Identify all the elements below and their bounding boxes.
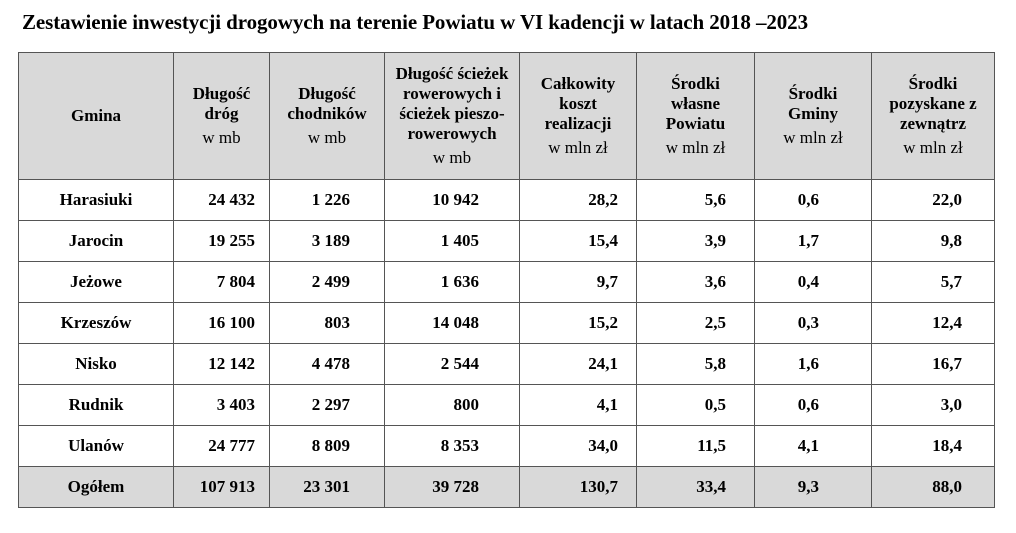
cell-value: 0,6: [755, 385, 872, 426]
cell-value: 15,2: [520, 303, 637, 344]
cell-value: 12 142: [174, 344, 270, 385]
cell-gmina: Ulanów: [19, 426, 174, 467]
cell-value: 9,8: [872, 221, 995, 262]
cell-value: 15,4: [520, 221, 637, 262]
table-row: [19, 221, 995, 262]
cell-value: 11,5: [637, 426, 755, 467]
cell-value: 1,7: [755, 221, 872, 262]
cell-value: 16,7: [872, 344, 995, 385]
cell-value: 2 544: [385, 344, 520, 385]
cell-value: 107 913: [174, 467, 270, 508]
cell-value: 8 809: [270, 426, 385, 467]
cell-gmina: Ogółem: [19, 467, 174, 508]
cell-value: 3 189: [270, 221, 385, 262]
cell-value: 24 777: [174, 426, 270, 467]
cell-value: 803: [270, 303, 385, 344]
table-row: [19, 262, 995, 303]
cell-gmina: Jarocin: [19, 221, 174, 262]
table-body: [19, 180, 995, 508]
cell-value: 2 499: [270, 262, 385, 303]
cell-value: 9,7: [520, 262, 637, 303]
cell-value: 4,1: [755, 426, 872, 467]
table-row: [19, 303, 995, 344]
cell-value: 2,5: [637, 303, 755, 344]
header-srodki-zewnetrzne: Środki pozyskane z zewnątrz w mln zł: [872, 53, 995, 180]
cell-value: 0,5: [637, 385, 755, 426]
cell-value: 24,1: [520, 344, 637, 385]
header-dlugosc-drog: Długość dróg w mb: [174, 53, 270, 180]
cell-value: 23 301: [270, 467, 385, 508]
header-srodki-powiatu: Środki własne Powiatu w mln zł: [637, 53, 755, 180]
cell-value: 0,6: [755, 180, 872, 221]
cell-value: 14 048: [385, 303, 520, 344]
cell-value: 800: [385, 385, 520, 426]
cell-value: 130,7: [520, 467, 637, 508]
cell-value: 34,0: [520, 426, 637, 467]
table-row: [19, 426, 995, 467]
table-row: [19, 385, 995, 426]
cell-value: 7 804: [174, 262, 270, 303]
header-koszt-realizacji: Całkowity koszt realizacji w mln zł: [520, 53, 637, 180]
total-row: [19, 467, 995, 508]
cell-value: 3 403: [174, 385, 270, 426]
page-title: Zestawienie inwestycji drogowych na terenie Powiatu w VI kadencji w latach 2018 –2023: [22, 10, 808, 34]
cell-value: 8 353: [385, 426, 520, 467]
cell-value: 1 636: [385, 262, 520, 303]
cell-value: 2 297: [270, 385, 385, 426]
cell-value: 24 432: [174, 180, 270, 221]
cell-value: 0,4: [755, 262, 872, 303]
cell-value: 3,6: [637, 262, 755, 303]
cell-value: 1,6: [755, 344, 872, 385]
header-row: [19, 53, 995, 180]
table-row: [19, 344, 995, 385]
cell-value: 5,8: [637, 344, 755, 385]
cell-value: 1 226: [270, 180, 385, 221]
cell-value: 28,2: [520, 180, 637, 221]
cell-value: 5,7: [872, 262, 995, 303]
header-srodki-gminy: Środki Gminy w mln zł: [755, 53, 872, 180]
table-row: [19, 180, 995, 221]
cell-gmina: Nisko: [19, 344, 174, 385]
cell-value: 4 478: [270, 344, 385, 385]
cell-value: 10 942: [385, 180, 520, 221]
cell-value: 4,1: [520, 385, 637, 426]
cell-value: 1 405: [385, 221, 520, 262]
header-dlugosc-chodnikow: Długość chodników w mb: [270, 53, 385, 180]
cell-gmina: Krzeszów: [19, 303, 174, 344]
cell-value: 18,4: [872, 426, 995, 467]
investment-table: [18, 52, 995, 508]
header-gmina: Gmina: [19, 53, 174, 180]
cell-value: 5,6: [637, 180, 755, 221]
cell-value: 16 100: [174, 303, 270, 344]
cell-value: 88,0: [872, 467, 995, 508]
cell-value: 22,0: [872, 180, 995, 221]
cell-value: 9,3: [755, 467, 872, 508]
cell-value: 19 255: [174, 221, 270, 262]
header-sciezki-rowerowe: Długość ścieżek rowerowych i ścieżek pieszo-rowerowych w mb: [385, 53, 520, 180]
cell-value: 12,4: [872, 303, 995, 344]
cell-value: 0,3: [755, 303, 872, 344]
cell-value: 3,9: [637, 221, 755, 262]
cell-gmina: Harasiuki: [19, 180, 174, 221]
cell-value: 39 728: [385, 467, 520, 508]
cell-gmina: Rudnik: [19, 385, 174, 426]
cell-value: 3,0: [872, 385, 995, 426]
cell-value: 33,4: [637, 467, 755, 508]
cell-gmina: Jeżowe: [19, 262, 174, 303]
